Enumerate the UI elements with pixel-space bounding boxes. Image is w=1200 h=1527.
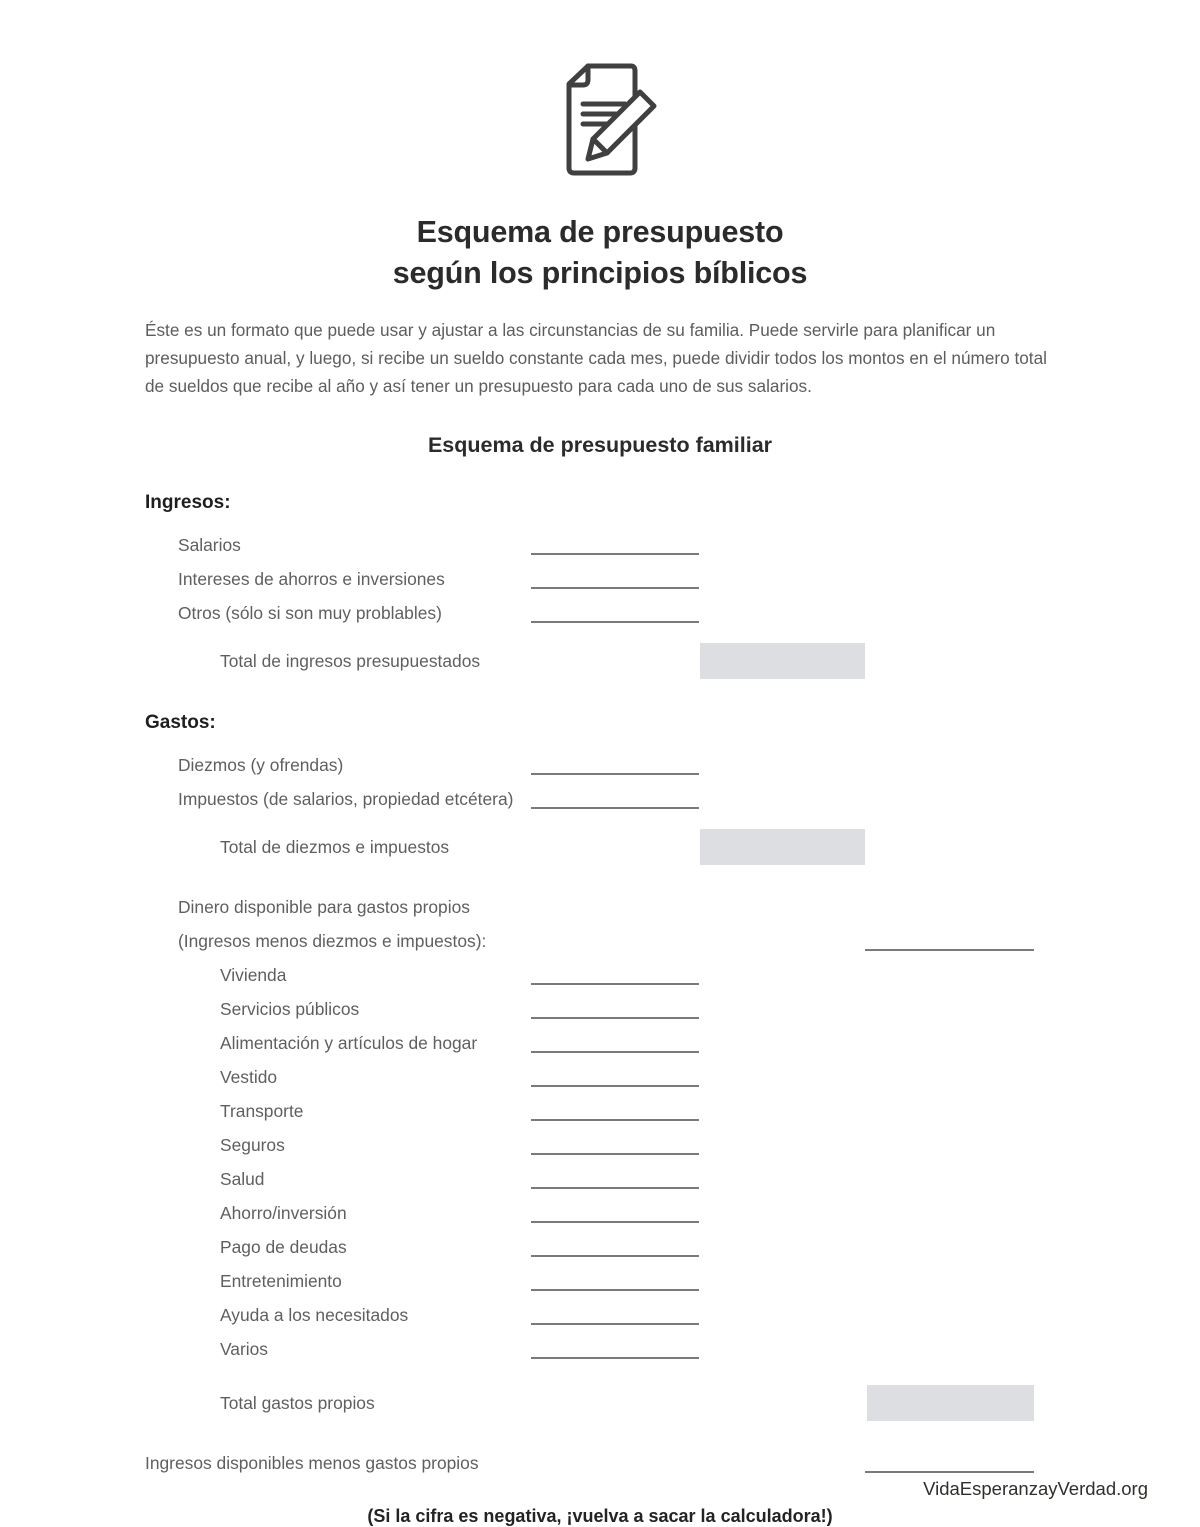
row-label: Pago de deudas	[220, 1236, 347, 1257]
section-heading-ingresos: Ingresos:	[145, 491, 231, 513]
form-row-entretenimiento	[0, 1264, 1200, 1298]
section-heading-gastos: Gastos:	[145, 711, 216, 733]
amount-blank-line[interactable]	[531, 621, 699, 623]
amount-blank-line[interactable]	[531, 1153, 699, 1155]
row-label: Otros (sólo si son muy problables)	[178, 602, 442, 623]
form-row-vivienda	[0, 958, 1200, 992]
form-row-servicios-publicos	[0, 992, 1200, 1026]
row-label: Ahorro/inversión	[220, 1202, 347, 1223]
amount-blank-line[interactable]	[531, 587, 699, 589]
form-row-diezmos	[0, 748, 1200, 782]
form-row-otros	[0, 596, 1200, 630]
form-row-ayuda-necesitados	[0, 1298, 1200, 1332]
form-row-dinero-disponible-line2	[0, 924, 1200, 958]
total-amount-box[interactable]	[700, 643, 865, 679]
form-row-total-diezmos	[0, 830, 1200, 864]
form-row-transporte	[0, 1094, 1200, 1128]
form-row-salud	[0, 1162, 1200, 1196]
form-row-total-ingresos	[0, 644, 1200, 678]
row-label: Salud	[220, 1168, 265, 1189]
row-label: Dinero disponible para gastos propios	[178, 896, 470, 917]
document-header	[0, 0, 1200, 293]
amount-blank-line[interactable]	[531, 773, 699, 775]
row-label: Alimentación y artículos de hogar	[220, 1032, 478, 1053]
row-label: Diezmos (y ofrendas)	[178, 754, 344, 775]
form-row-vestido	[0, 1060, 1200, 1094]
row-label: Vestido	[220, 1066, 278, 1087]
closing-note: (Si la cifra es negativa, ¡vuelva a sacar la calculadora!)	[367, 1505, 833, 1526]
amount-blank-line[interactable]	[531, 1221, 699, 1223]
amount-blank-line[interactable]	[531, 1017, 699, 1019]
amount-blank-line[interactable]	[531, 807, 699, 809]
footer-site-url: VidaEsperanzayVerdad.org	[923, 1478, 1148, 1499]
amount-blank-line[interactable]	[531, 983, 699, 985]
row-label: Vivienda	[220, 964, 287, 985]
row-label: Ayuda a los necesitados	[220, 1304, 409, 1325]
budget-form	[0, 492, 1200, 1527]
row-label: Total de ingresos presupuestados	[220, 650, 481, 671]
row-label: Varios	[220, 1338, 269, 1359]
total-amount-box[interactable]	[867, 1385, 1034, 1421]
page-title	[0, 212, 1200, 293]
row-label: Intereses de ahorros e inversiones	[178, 568, 445, 589]
row-label: Salarios	[178, 534, 241, 555]
form-subtitle: Esquema de presupuesto familiar	[427, 432, 773, 457]
intro-paragraph: Éste es un formato que puede usar y ajustar a las circunstancias de su familia. Puede servirle para planificar un presupuesto anual, y luego, si recibe un sueldo constante cada mes, puede dividir todos los montos en el número total de sueldos que recibe al año y así tener un presupuesto para cada uno de sus salarios.	[145, 320, 1047, 396]
form-row-dinero-disponible-line1	[0, 890, 1200, 924]
row-label: Seguros	[220, 1134, 285, 1155]
form-row-seguros	[0, 1128, 1200, 1162]
form-row-total-gastos-propios	[0, 1386, 1200, 1420]
row-label: Transporte	[220, 1100, 304, 1121]
form-row-ingresos-menos-gastos	[0, 1446, 1200, 1480]
amount-blank-line[interactable]	[531, 1051, 699, 1053]
amount-blank-line[interactable]	[531, 1085, 699, 1087]
amount-blank-line[interactable]	[531, 1187, 699, 1189]
page-title-line-2: según los principios bíblicos	[392, 255, 808, 290]
form-row-alimentacion	[0, 1026, 1200, 1060]
form-row-varios	[0, 1332, 1200, 1366]
form-row-pago-de-deudas	[0, 1230, 1200, 1264]
amount-blank-line[interactable]	[865, 949, 1034, 951]
page-title-line-1: Esquema de presupuesto	[416, 215, 784, 249]
form-row-impuestos	[0, 782, 1200, 816]
amount-blank-line[interactable]	[531, 1357, 699, 1359]
row-label: Entretenimiento	[220, 1270, 342, 1291]
form-row-salarios	[0, 528, 1200, 562]
row-label: Impuestos (de salarios, propiedad etcétera)	[178, 788, 514, 809]
amount-blank-line[interactable]	[531, 1255, 699, 1257]
form-row-ahorro-inversion	[0, 1196, 1200, 1230]
amount-blank-line[interactable]	[531, 553, 699, 555]
form-row-intereses	[0, 562, 1200, 596]
row-label: Ingresos disponibles menos gastos propios	[145, 1452, 479, 1473]
row-label: Servicios públicos	[220, 998, 360, 1019]
amount-blank-line[interactable]	[865, 1471, 1034, 1473]
row-label: Total gastos propios	[220, 1392, 375, 1413]
row-label: (Ingresos menos diezmos e impuestos):	[178, 930, 487, 951]
amount-blank-line[interactable]	[531, 1289, 699, 1291]
row-label: Total de diezmos e impuestos	[220, 836, 450, 857]
amount-blank-line[interactable]	[531, 1323, 699, 1325]
document-pencil-icon	[536, 62, 664, 180]
amount-blank-line[interactable]	[531, 1119, 699, 1121]
total-amount-box[interactable]	[700, 829, 865, 865]
